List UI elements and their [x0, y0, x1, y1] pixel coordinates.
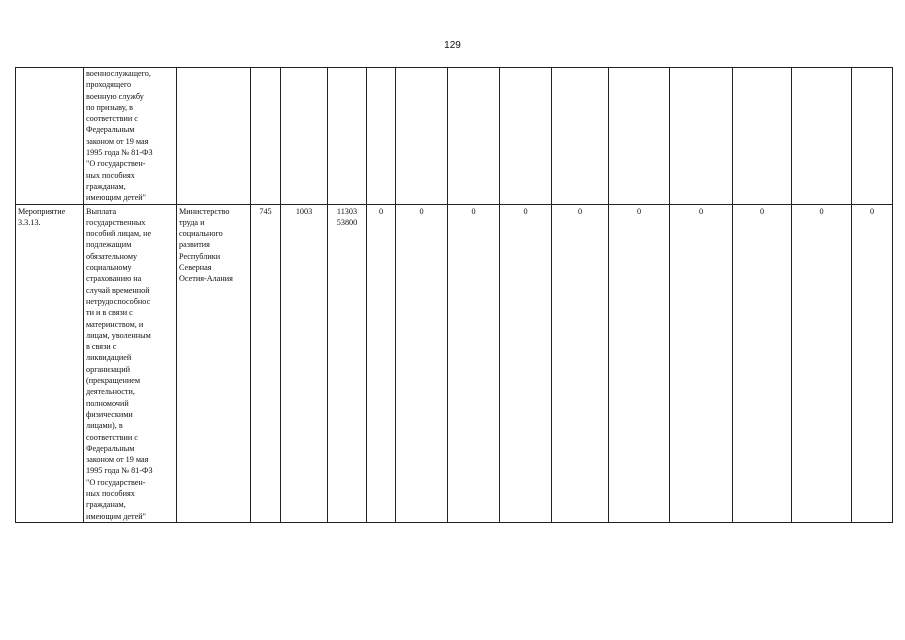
cell-text-line: (прекращением [86, 376, 141, 386]
cell-description [84, 204, 177, 522]
cell-text-line: 11303 [336, 206, 358, 216]
cell-text-line: по призыву, в [86, 102, 133, 112]
budget-table [15, 67, 893, 523]
cell-text-line: развития [179, 240, 210, 250]
cell-text-line: Северная [179, 263, 212, 273]
cell-text-line: Республики [179, 251, 221, 261]
cell-text-line: обязательному [86, 251, 138, 261]
cell-grbs [251, 68, 281, 205]
cell-text-line: "О государствен- [86, 477, 146, 487]
cell-text-line: лицам, уволенным [86, 330, 151, 340]
cell-text-line: Министерство [179, 206, 230, 216]
cell-text-line: Выплата [86, 206, 117, 216]
cell-text-line: социального [179, 229, 223, 239]
cell-text-line: физическими [86, 409, 133, 419]
cell-text-line: Федеральным [86, 443, 135, 453]
cell-text-line: ных пособиях [86, 170, 135, 180]
cell-text-line: государственных [86, 217, 146, 227]
cell-value [367, 68, 396, 205]
table-row [16, 204, 893, 522]
cell-text-line: страхованию на [86, 274, 142, 284]
cell-text-line: лицами), в [86, 421, 123, 431]
cell-text-line: гражданам, [86, 181, 126, 191]
cell-value: 0 [367, 204, 396, 522]
table-row [16, 68, 893, 205]
cell-value: 0 [448, 204, 500, 522]
cell-grbs: 745 [251, 204, 281, 522]
cell-text-line: законом от 19 мая [86, 136, 149, 146]
cell-value [552, 68, 609, 205]
cell-value: 0 [733, 204, 792, 522]
cell-value [609, 68, 670, 205]
cell-text-line: "О государствен- [86, 159, 146, 169]
cell-value: 0 [609, 204, 670, 522]
cell-value: 0 [500, 204, 552, 522]
cell-executor [177, 204, 251, 522]
cell-text-line: Осетия-Алания [179, 274, 233, 284]
cell-value [670, 68, 733, 205]
cell-text-line: материнством, и [86, 319, 144, 329]
cell-text-line: социальному [86, 263, 132, 273]
cell-text-line: подлежащим [86, 240, 132, 250]
cell-text-line: ликвидацией [86, 353, 132, 363]
cell-rzpr [281, 68, 328, 205]
cell-name [16, 68, 84, 205]
cell-value: 0 [852, 204, 893, 522]
cell-text-line: организаций [86, 364, 130, 374]
cell-value [500, 68, 552, 205]
cell-text-line: полномочий [86, 398, 129, 408]
cell-text-line: пособий лицам, не [86, 229, 152, 239]
cell-text-line: труда и [179, 217, 205, 227]
cell-value [792, 68, 852, 205]
cell-text-line: случай временной [86, 285, 150, 295]
cell-text-line: соответствии с [86, 432, 138, 442]
cell-value [448, 68, 500, 205]
cell-executor [177, 68, 251, 205]
cell-csr [328, 68, 367, 205]
cell-text-line: имеющим детей" [86, 511, 146, 521]
cell-value: 0 [792, 204, 852, 522]
cell-text-line: военную службу [86, 91, 144, 101]
cell-text-line: проходящего [86, 80, 132, 90]
cell-value [733, 68, 792, 205]
cell-text-line: 1995 года № 81-ФЗ [86, 466, 153, 476]
cell-text-line: Мероприятие [18, 206, 66, 216]
cell-rzpr: 1003 [281, 204, 328, 522]
cell-text-line: 1995 года № 81-ФЗ [86, 148, 153, 158]
cell-csr [328, 204, 367, 522]
cell-text-line: гражданам, [86, 500, 126, 510]
cell-text-line: нетрудоспособнос [86, 296, 151, 306]
cell-text-line: военнослужащего, [86, 69, 151, 78]
cell-text-line: соответствии с [86, 114, 138, 124]
cell-value [852, 68, 893, 205]
cell-name [16, 204, 84, 522]
cell-value [396, 68, 448, 205]
cell-text-line: 3.3.13. [18, 217, 41, 227]
cell-text-line: законом от 19 мая [86, 455, 149, 465]
cell-text-line: 53800 [336, 217, 358, 227]
cell-text-line: деятельности, [86, 387, 135, 397]
cell-text-line: Федеральным [86, 125, 135, 135]
page-number: 129 [444, 40, 461, 51]
cell-text-line: ных пособиях [86, 488, 135, 498]
cell-value: 0 [396, 204, 448, 522]
cell-text-line: ти и в связи с [86, 308, 133, 318]
cell-value: 0 [552, 204, 609, 522]
cell-value: 0 [670, 204, 733, 522]
cell-description [84, 68, 177, 205]
cell-text-line: имеющим детей" [86, 193, 146, 203]
cell-text-line: в связи с [86, 342, 117, 352]
